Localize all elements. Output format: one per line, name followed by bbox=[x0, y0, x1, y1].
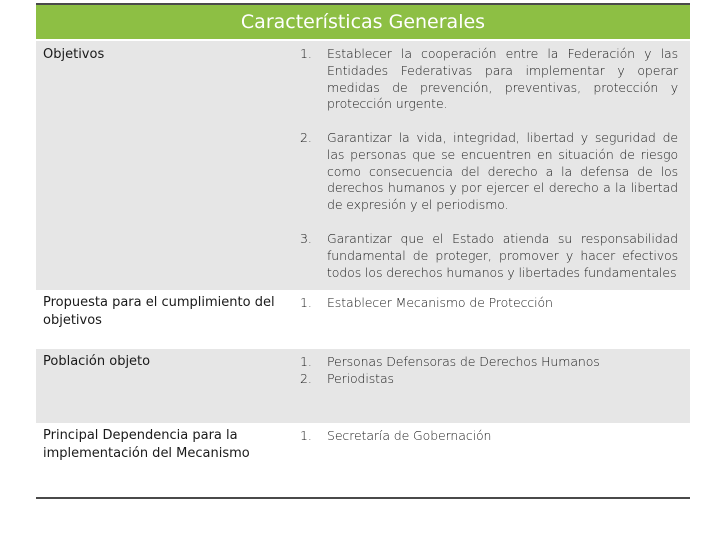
row-label: Propuesta para el cumplimiento del objetivos bbox=[43, 295, 275, 328]
row-label: Población objeto bbox=[43, 354, 151, 369]
list-item bbox=[300, 354, 678, 371]
list-item bbox=[300, 231, 678, 281]
item-number: 1. bbox=[300, 46, 312, 61]
table-row-poblacion bbox=[36, 349, 690, 423]
list-item bbox=[300, 295, 678, 312]
item-number: 2. bbox=[300, 371, 312, 386]
table-header bbox=[36, 3, 690, 41]
table-title: Características Generales bbox=[240, 11, 486, 33]
item-number: 2. bbox=[300, 130, 312, 145]
item-text: Garantizar que el Estado atienda su responsabilidad fundamental de proteger, promover y hacer efectivos todos los derechos humanos y libertades fundamentales bbox=[327, 231, 678, 280]
list-item bbox=[300, 46, 678, 113]
item-text: Secretaría de Gobernación bbox=[327, 428, 492, 443]
row-label: Objetivos bbox=[43, 47, 105, 62]
item-text: Garantizar la vida, integridad, libertad y seguridad de las personas que se encuentren en situación de riesgo como consecuencia del derecho a la defensa de los derechos humanos y por ejercer el derecho a la libertad de expresión y el periodismo. bbox=[327, 130, 678, 213]
table-bottom-border bbox=[36, 497, 690, 499]
list-item bbox=[300, 130, 678, 214]
item-number: 1. bbox=[300, 295, 312, 310]
table-row-dependencia bbox=[36, 423, 690, 497]
item-number: 1. bbox=[300, 428, 312, 443]
item-text: Personas Defensoras de Derechos Humanos bbox=[327, 354, 600, 369]
list-item bbox=[300, 428, 678, 445]
item-text: Establecer Mecanismo de Protección bbox=[327, 295, 553, 310]
row-label: Principal Dependencia para la implementación del Mecanismo bbox=[43, 428, 250, 461]
item-number: 3. bbox=[300, 231, 312, 246]
list-item bbox=[300, 371, 678, 388]
item-number: 1. bbox=[300, 354, 312, 369]
item-text: Establecer la cooperación entre la Federación y las Entidades Federativas para implementar y operar medidas de prevención, preventivas, protección y protección urgente. bbox=[327, 46, 678, 112]
characteristics-table bbox=[36, 3, 690, 497]
table-row-propuesta bbox=[36, 290, 690, 349]
table-row-objetivos bbox=[36, 41, 690, 290]
item-text: Periodistas bbox=[327, 371, 394, 386]
